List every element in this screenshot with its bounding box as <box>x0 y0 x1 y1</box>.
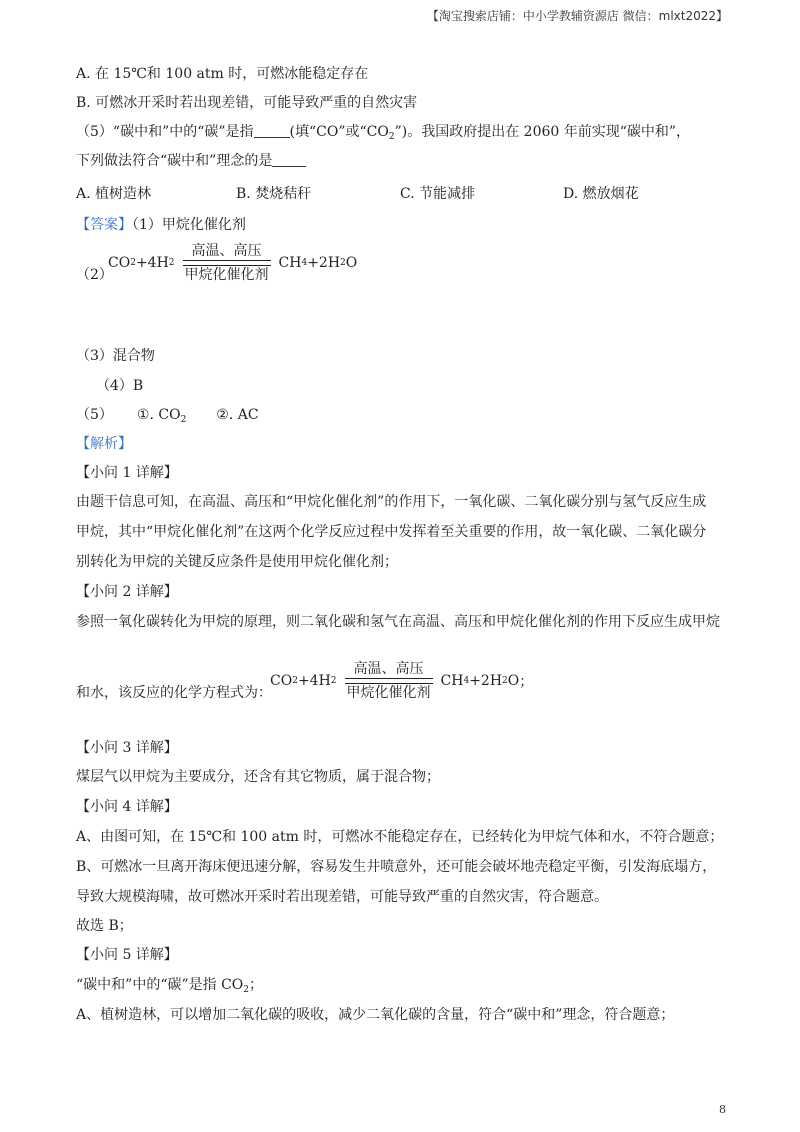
answer-blank <box>254 123 290 138</box>
answer-1: （1）甲烷化催化剂 <box>132 217 246 233</box>
reaction-condition <box>345 660 433 702</box>
answer-5-label: （5） <box>76 407 113 423</box>
paragraph-4-line2: B、可燃冰一旦离开海床便迅速分解，容易发生井喷意外，还可能会破坏地壳稳定平衡，引发海底塌方， <box>76 859 717 875</box>
paragraph-5-line1 <box>76 975 263 1000</box>
chemical-equation-1 <box>108 242 357 284</box>
eq-h: +4H <box>135 255 169 271</box>
q5-text-3: ”)。我国政府提出在 2060 年前实现“碳中和”， <box>394 124 691 140</box>
choice-d: D. 燃放烟花 <box>563 186 639 202</box>
paragraph-4-line3: 导致大规模海啸，故可燃冰开采时若出现差错，可能导致严重的自然灾害，符合题意。 <box>76 889 608 905</box>
paragraph-4-line1: A、由图可知，在 15℃和 100 atm 时，可燃冰不能稳定存在，已经转化为甲烷气体和水，不符合题意； <box>76 829 724 845</box>
section-heading-1: 【小问 1 详解】 <box>76 465 178 481</box>
question-5-line2 <box>76 151 306 171</box>
page-header: 【淘宝搜索店铺：中小学教辅资源店 微信：mlxt2022】 <box>426 9 728 23</box>
answer-5-part1: ①. CO <box>136 407 181 423</box>
q5-text-2: (填“CO”或“CO <box>289 124 389 140</box>
section-heading-2: 【小问 2 详解】 <box>76 584 178 600</box>
p5-text: “碳中和”中的“碳”是指 CO <box>76 977 244 993</box>
eq-o: O <box>345 255 358 271</box>
answer-blank <box>272 152 306 167</box>
eq-o: O <box>507 673 520 689</box>
choice-c: C. 节能减排 <box>400 186 476 202</box>
option-b-text: B. 可燃冰开采时若出现差错，可能导致严重的自然灾害 <box>76 95 418 111</box>
reaction-condition <box>183 242 271 284</box>
page-number: 8 <box>719 1103 726 1116</box>
eq-ch: CH <box>278 255 302 271</box>
section-heading-5: 【小问 5 详解】 <box>76 947 178 963</box>
eq-end-punct: ； <box>519 674 534 690</box>
analysis-label: 【解析】 <box>76 436 132 452</box>
condition-bottom: 甲烷化催化剂 <box>346 685 431 701</box>
answer-2-label: （2） <box>76 267 113 283</box>
question-5-line1 <box>76 122 690 147</box>
subscript: 2 <box>180 415 187 425</box>
subscript: 2 <box>292 676 298 686</box>
subscript: 2 <box>130 258 136 268</box>
q5-text-4: 下列做法符合“碳中和”理念的是 <box>76 153 273 169</box>
paragraph-2-line2: 和水，该反应的化学方程式为： <box>76 685 272 701</box>
section-heading-4: 【小问 4 详解】 <box>76 799 178 815</box>
answer-3: （3）混合物 <box>76 348 155 364</box>
choice-a: A. 植树造林 <box>76 186 152 202</box>
condition-bottom: 甲烷化催化剂 <box>184 267 269 283</box>
section-heading-3: 【小问 3 详解】 <box>76 740 178 756</box>
choice-b: B. 焚烧秸秆 <box>236 186 312 202</box>
eq-co: CO <box>270 673 293 689</box>
option-a-text: A. 在 15℃和 100 atm 时，可燃冰能稳定存在 <box>76 66 369 82</box>
subscript: 4 <box>463 676 470 686</box>
chemical-equation-2 <box>270 660 533 702</box>
paragraph-4-line4: 故选 B； <box>76 918 133 934</box>
answer-label: 【答案】 <box>76 217 132 233</box>
subscript: 2 <box>388 132 395 142</box>
condition-top: 高温、高压 <box>353 661 424 677</box>
paragraph-1-line3: 别转化为甲烷的关键反应条件是使用甲烷化催化剂； <box>76 554 398 570</box>
eq-co: CO <box>108 255 131 271</box>
subscript: 2 <box>502 676 508 686</box>
answer-4: （4）B <box>96 378 144 394</box>
paragraph-1-line1: 由题干信息可知，在高温、高压和“甲烷化催化剂”的作用下，一氧化碳、二氧化碳分别与氢气反应生成 <box>76 494 707 510</box>
answer-line-1 <box>76 215 246 235</box>
p5-end: ； <box>249 977 264 993</box>
paragraph-5-line2: A、植树造林，可以增加二氧化碳的吸收，减少二氧化碳的含量，符合“碳中和”理念，符合题意； <box>76 1007 675 1023</box>
subscript: 2 <box>330 676 337 686</box>
eq-h: +4H <box>297 673 331 689</box>
condition-top: 高温、高压 <box>191 243 262 259</box>
paragraph-1-line2: 甲烷，其中“甲烷化催化剂”在这两个化学反应过程中发挥着至关重要的作用，故一氧化碳、二氧化碳分 <box>76 524 707 540</box>
subscript: 2 <box>243 985 250 995</box>
eq-w: +2H <box>307 255 341 271</box>
answer-5 <box>76 405 259 430</box>
answer-5-part2: ②. AC <box>216 407 259 423</box>
subscript: 2 <box>340 258 346 268</box>
paragraph-3: 煤层气以甲烷为主要成分，还含有其它物质，属于混合物； <box>76 769 440 785</box>
paragraph-2-line1: 参照一氧化碳转化为甲烷的原理，则二氧化碳和氢气在高温、高压和甲烷化催化剂的作用下反应生成甲烷 <box>76 614 720 630</box>
subscript: 4 <box>301 258 308 268</box>
q5-text-1: （5）“碳中和”中的“碳”是指 <box>76 124 254 140</box>
eq-ch: CH <box>440 673 464 689</box>
subscript: 2 <box>168 258 175 268</box>
eq-w: +2H <box>469 673 503 689</box>
